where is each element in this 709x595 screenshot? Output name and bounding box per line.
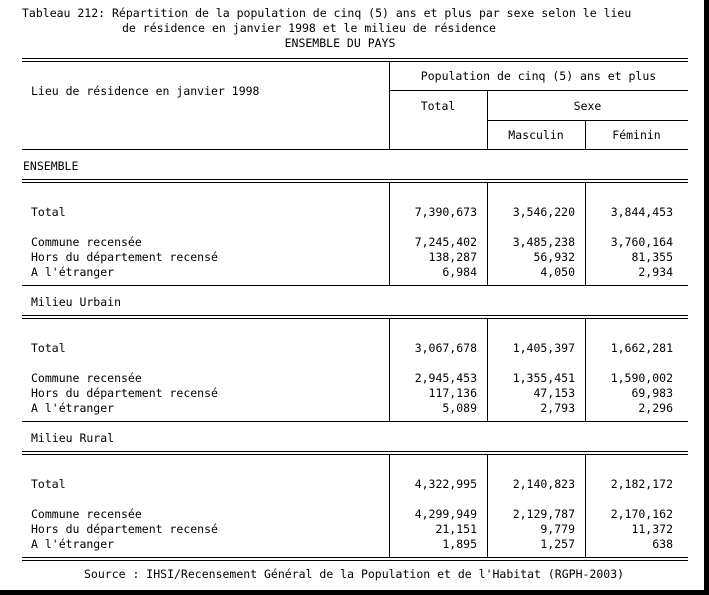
cell-masculin: 3,485,238 [512, 235, 575, 249]
row-label: Hors du département recensé [31, 250, 218, 264]
rule [22, 560, 688, 561]
table-title-line1: Tableau 212: Répartition de la population de cinq (5) ans et plus par sexe selon le lieu [22, 6, 632, 20]
rule [22, 149, 688, 150]
cell-total: 1,895 [442, 537, 477, 551]
header-masculin: Masculin [508, 128, 564, 142]
cell-total: 4,299,949 [414, 507, 477, 521]
cell-masculin: 1,405,397 [512, 341, 575, 355]
header-sexe: Sexe [573, 99, 602, 113]
rule [22, 61, 688, 62]
rule [389, 90, 688, 91]
cell-feminin: 81,355 [631, 250, 673, 264]
row-label: Total [31, 341, 66, 355]
cell-feminin: 638 [652, 537, 673, 551]
rule [22, 315, 688, 316]
rule [22, 285, 688, 286]
cell-masculin: 47,153 [533, 386, 575, 400]
row-label: Commune recensée [31, 235, 142, 249]
cell-masculin: 56,932 [533, 250, 575, 264]
cell-masculin: 2,140,823 [512, 477, 575, 491]
cell-masculin: 1,257 [540, 537, 575, 551]
row-label: Hors du département recensé [31, 386, 218, 400]
cell-total: 21,151 [435, 522, 477, 536]
cell-feminin: 2,182,172 [610, 477, 673, 491]
cell-feminin: 2,296 [638, 401, 673, 415]
row-label: Total [31, 205, 66, 219]
cell-feminin: 11,372 [631, 522, 673, 536]
cell-masculin: 4,050 [540, 265, 575, 279]
rule [22, 318, 688, 319]
cell-total: 4,322,995 [414, 477, 477, 491]
cell-feminin: 3,760,164 [610, 235, 673, 249]
rule [22, 179, 688, 180]
header-total: Total [420, 99, 456, 113]
row-label: A l'étranger [31, 265, 115, 279]
row-label: A l'étranger [31, 537, 115, 551]
cell-feminin: 1,590,002 [610, 371, 673, 385]
rule [22, 557, 688, 558]
section-label: Milieu Urbain [31, 295, 122, 309]
rule [22, 451, 688, 452]
cell-masculin: 9,779 [540, 522, 575, 536]
rule [22, 182, 688, 183]
table-title-line2: de résidence en janvier 1998 et le milieu de résidence [122, 21, 496, 35]
cell-total: 2,945,453 [414, 371, 477, 385]
rule [22, 421, 688, 422]
cell-total: 3,067,678 [414, 341, 477, 355]
cell-feminin: 3,844,453 [610, 205, 673, 219]
cell-total: 7,390,673 [414, 205, 477, 219]
row-label: Hors du département recensé [31, 522, 218, 536]
cell-total: 117,136 [428, 386, 477, 400]
rule [487, 120, 688, 121]
cell-total: 5,089 [442, 401, 477, 415]
header-lieu: Lieu de résidence en janvier 1998 [31, 84, 260, 98]
cell-masculin: 2,129,787 [512, 507, 575, 521]
header-feminin: Féminin [612, 128, 661, 142]
row-label: Commune recensée [31, 371, 142, 385]
cell-feminin: 2,170,162 [610, 507, 673, 521]
section-label: Milieu Rural [31, 431, 115, 445]
cell-total: 138,287 [428, 250, 477, 264]
cell-feminin: 2,934 [638, 265, 673, 279]
row-label: Commune recensée [31, 507, 142, 521]
cell-masculin: 1,355,451 [512, 371, 575, 385]
cell-feminin: 69,983 [631, 386, 673, 400]
source-note: Source : IHSI/Recensement Général de la Population et de l'Habitat (RGPH-2003) [84, 567, 625, 581]
cell-total: 6,984 [442, 265, 477, 279]
row-label: Total [31, 477, 66, 491]
rule [22, 454, 688, 455]
cell-total: 7,245,402 [414, 235, 477, 249]
row-label: A l'étranger [31, 401, 115, 415]
cell-masculin: 2,793 [540, 401, 575, 415]
table-subtitle: ENSEMBLE DU PAYS [284, 36, 396, 50]
cell-masculin: 3,546,220 [512, 205, 575, 219]
cell-feminin: 1,662,281 [610, 341, 673, 355]
header-population: Population de cinq (5) ans et plus [420, 69, 657, 83]
rule [22, 58, 688, 59]
section-label: ENSEMBLE [23, 159, 79, 173]
